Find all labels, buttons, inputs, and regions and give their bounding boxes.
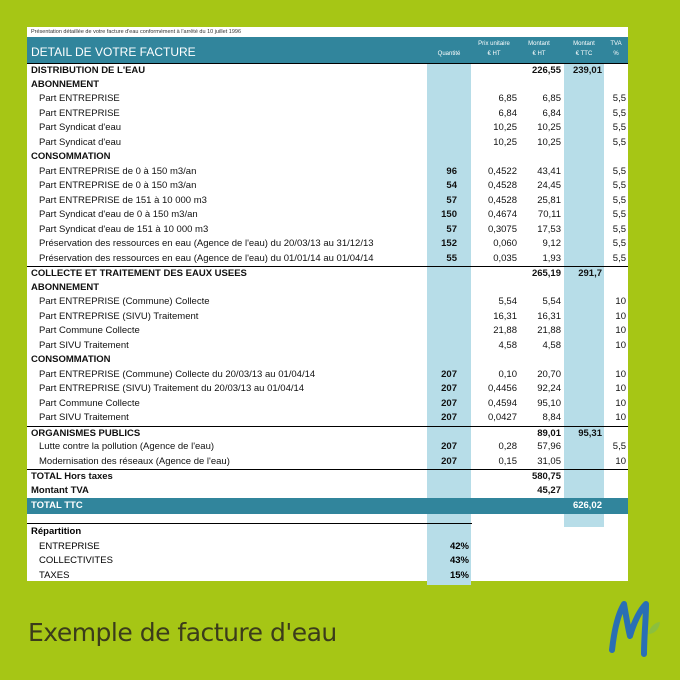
row-unit-price: 0,4528 (487, 180, 517, 191)
row-tva: 5,5 (612, 194, 626, 206)
table-row (27, 107, 628, 122)
row-label: ABONNEMENT (31, 78, 100, 90)
subsection-row (27, 281, 628, 296)
repartition-row (27, 554, 472, 569)
row-unit-price: 0,0427 (487, 412, 517, 423)
row-amount-ht: 89,01 (537, 427, 561, 439)
row-amount-ht: 1,93 (542, 252, 561, 264)
repartition-percent: 43% (449, 555, 469, 566)
row-label: Part Commune Collecte (39, 325, 140, 336)
table-row (27, 411, 628, 426)
header-quantity: Quantité (437, 51, 461, 57)
table-row (27, 252, 628, 267)
row-amount-ht: 5,54 (542, 296, 561, 307)
row-amount-ht: 8,84 (542, 412, 561, 423)
row-tva: 5,5 (612, 223, 626, 235)
header-unit-price (471, 39, 517, 59)
row-amount-ht: 70,11 (537, 209, 561, 220)
row-label: Part ENTREPRISE de 0 à 150 m3/an (39, 180, 197, 191)
row-label: Part SIVU Traitement (39, 412, 129, 423)
row-label: Part ENTREPRISE de 151 à 10 000 m3 (39, 194, 207, 206)
row-label: Part ENTREPRISE (Commune) Collecte du 20/03/13 au 01/04/14 (39, 368, 316, 380)
header-amount-ttc-line2: € TTC (575, 51, 593, 57)
row-tva: 5,5 (612, 122, 626, 133)
row-unit-price: 16,31 (493, 310, 517, 322)
table-row (27, 295, 628, 310)
row-amount-ht: 20,70 (537, 368, 561, 380)
row-label: Part ENTREPRISE de 0 à 150 m3/an (39, 165, 197, 177)
subsection-row (27, 150, 628, 165)
row-unit-price: 0,3075 (487, 223, 517, 235)
row-unit-price: 0,15 (498, 455, 517, 467)
row-unit-price: 0,4674 (487, 209, 517, 220)
row-amount-ht: 43,41 (537, 165, 561, 177)
row-label: Part ENTREPRISE (SIVU) Traitement (39, 310, 199, 322)
total-row (27, 484, 628, 499)
header-tva-line1: TVA (610, 41, 622, 47)
row-label: Part ENTREPRISE (SIVU) Traitement du 20/03/13 au 01/04/14 (39, 383, 305, 394)
table-row (27, 136, 628, 151)
table-row (27, 237, 628, 252)
repartition-percent: 15% (449, 569, 469, 581)
total-ttc-row (27, 498, 628, 514)
repartition-row (27, 540, 472, 555)
repartition-label: TAXES (39, 569, 70, 581)
row-tva: 10 (615, 339, 626, 351)
row-amount-ttc: 291,7 (578, 268, 602, 279)
row-amount-ht: 24,45 (537, 180, 561, 191)
row-tva: 5,5 (612, 165, 626, 177)
row-tva: 5,5 (612, 252, 626, 264)
table-row (27, 382, 628, 397)
row-amount-ht: 6,85 (542, 93, 561, 104)
repartition-divider (27, 523, 472, 524)
row-label: Montant TVA (31, 484, 89, 496)
total-row (27, 469, 628, 485)
row-label: Lutte contre la pollution (Agence de l'eau) (39, 441, 215, 452)
table-row (27, 194, 628, 209)
brand-logo-icon (604, 592, 664, 664)
repartition-title-row (27, 525, 472, 540)
row-label: Part ENTREPRISE (Commune) Collecte (39, 296, 210, 307)
row-label: ORGANISMES PUBLICS (31, 427, 141, 439)
repartition-label: ENTREPRISE (39, 540, 100, 552)
table-row (27, 223, 628, 238)
row-quantity: 207 (441, 383, 457, 394)
row-tva: 10 (615, 296, 626, 307)
section-row (27, 63, 628, 79)
row-tva: 5,5 (612, 136, 626, 148)
table-row (27, 368, 628, 383)
row-tva: 5,5 (612, 180, 626, 191)
row-tva: 5,5 (612, 209, 626, 220)
row-label: Part SIVU Traitement (39, 339, 129, 351)
subsection-row (27, 78, 628, 93)
total-ttc-value: 626,02 (572, 500, 602, 511)
repartition-title: Répartition (31, 526, 82, 537)
row-label: Part ENTREPRISE (39, 107, 120, 119)
row-label: TOTAL Hors taxes (31, 471, 113, 482)
row-label: DISTRIBUTION DE L'EAU (31, 65, 146, 76)
row-amount-ht: 10,25 (537, 136, 561, 148)
header-amount-ttc-line1: Montant (573, 41, 595, 47)
section-row (27, 266, 628, 282)
table-row (27, 324, 628, 339)
row-quantity: 207 (441, 441, 457, 452)
table-row (27, 339, 628, 354)
row-quantity: 96 (446, 165, 457, 177)
table-row (27, 179, 628, 194)
header-amount-ht (517, 39, 561, 59)
row-amount-ht: 9,12 (542, 238, 561, 249)
row-tva: 10 (615, 412, 626, 423)
row-quantity: 54 (446, 180, 457, 191)
row-amount-ht: 45,27 (537, 484, 561, 496)
row-label: Part Syndicat d'eau (39, 122, 122, 133)
table-row (27, 165, 628, 180)
row-label: Part Syndicat d'eau de 151 à 10 000 m3 (39, 223, 209, 235)
row-unit-price: 5,54 (498, 296, 517, 307)
header-unit-price-line1: Prix unitaire (478, 41, 510, 47)
row-tva: 5,5 (612, 441, 626, 452)
row-label: Part Syndicat d'eau de 0 à 150 m3/an (39, 209, 198, 220)
row-unit-price: 0,035 (493, 252, 517, 264)
row-unit-price: 0,4522 (487, 165, 517, 177)
row-label: Part Syndicat d'eau (39, 136, 122, 148)
row-quantity: 207 (441, 368, 457, 380)
row-amount-ht: 226,55 (531, 65, 561, 76)
table-row (27, 92, 628, 107)
row-amount-ht: 21,88 (537, 325, 561, 336)
table-row (27, 121, 628, 136)
table-row (27, 440, 628, 455)
row-amount-ht: 16,31 (537, 310, 561, 322)
row-label: ABONNEMENT (31, 281, 100, 293)
row-unit-price: 6,85 (498, 93, 517, 104)
row-quantity: 150 (441, 209, 457, 220)
row-tva: 10 (615, 310, 626, 322)
row-unit-price: 0,28 (498, 441, 517, 452)
row-tva: 10 (615, 397, 626, 409)
row-unit-price: 10,25 (493, 122, 517, 133)
legal-note: Présentation détaillée de votre facture d'eau conformément à l'arrêté du 10 juillet 1996 (31, 29, 242, 35)
header-unit-price-line2: € HT (487, 51, 501, 57)
header-amount-ht-line2: € HT (532, 51, 546, 57)
row-unit-price: 0,4456 (487, 383, 517, 394)
row-label: Part ENTREPRISE (39, 93, 120, 104)
row-tva: 10 (615, 368, 626, 380)
row-quantity: 207 (441, 455, 457, 467)
repartition-percent: 42% (449, 540, 469, 552)
row-quantity: 207 (441, 412, 457, 423)
repartition-row (27, 569, 472, 584)
row-amount-ht: 92,24 (537, 383, 561, 394)
table-row (27, 455, 628, 470)
table-row (27, 397, 628, 412)
row-amount-ht: 265,19 (531, 268, 561, 279)
row-quantity: 55 (446, 252, 457, 264)
row-quantity: 57 (446, 194, 457, 206)
row-unit-price: 0,4528 (487, 194, 517, 206)
row-amount-ht: 95,10 (537, 397, 561, 409)
row-unit-price: 10,25 (493, 136, 517, 148)
row-amount-ttc: 239,01 (572, 65, 602, 76)
row-amount-ht: 10,25 (537, 122, 561, 133)
table-title: DETAIL DE VOTRE FACTURE (31, 45, 196, 59)
row-unit-price: 0,4594 (487, 397, 517, 409)
table-header (27, 37, 628, 63)
section-row (27, 426, 628, 442)
invoice-sheet (27, 27, 628, 581)
repartition-label: COLLECTIVITES (39, 555, 113, 566)
header-tva (604, 39, 628, 59)
row-quantity: 207 (441, 397, 457, 409)
row-tva: 5,5 (612, 238, 626, 249)
row-tva: 10 (615, 325, 626, 336)
row-amount-ht: 6,84 (542, 107, 561, 119)
table-row (27, 310, 628, 325)
row-label: COLLECTE ET TRAITEMENT DES EAUX USEES (31, 268, 247, 279)
row-amount-ht: 17,53 (537, 223, 561, 235)
header-amount-ht-line1: Montant (528, 41, 550, 47)
row-tva: 10 (615, 383, 626, 394)
subsection-row (27, 353, 628, 368)
row-unit-price: 0,060 (493, 238, 517, 249)
table-row (27, 208, 628, 223)
row-amount-ht: 31,05 (537, 455, 561, 467)
row-tva: 10 (615, 455, 626, 467)
row-tva: 5,5 (612, 107, 626, 119)
row-unit-price: 4,58 (498, 339, 517, 351)
header-tva-line2: % (613, 51, 619, 57)
row-quantity: 57 (446, 223, 457, 235)
row-label: Part Commune Collecte (39, 397, 140, 409)
row-amount-ht: 57,96 (537, 441, 561, 452)
row-label: Préservation des ressources en eau (Agence de l'eau) du 20/03/13 au 31/12/13 (39, 238, 374, 249)
caption: Exemple de facture d'eau (28, 618, 337, 647)
row-amount-ttc: 95,31 (578, 427, 602, 439)
row-label: CONSOMMATION (31, 354, 111, 365)
row-amount-ht: 25,81 (537, 194, 561, 206)
row-unit-price: 6,84 (498, 107, 517, 119)
row-unit-price: 21,88 (493, 325, 517, 336)
row-tva: 5,5 (612, 93, 626, 104)
row-label: Préservation des ressources en eau (Agence de l'eau) du 01/01/14 au 01/04/14 (39, 252, 374, 264)
row-amount-ht: 580,75 (531, 471, 561, 482)
header-amount-ttc (564, 39, 604, 59)
row-quantity: 152 (441, 238, 457, 249)
row-label: CONSOMMATION (31, 151, 111, 162)
row-label: Modernisation des réseaux (Agence de l'eau) (39, 455, 230, 467)
row-unit-price: 0,10 (498, 368, 517, 380)
total-ttc-label: TOTAL TTC (31, 500, 83, 511)
row-amount-ht: 4,58 (542, 339, 561, 351)
